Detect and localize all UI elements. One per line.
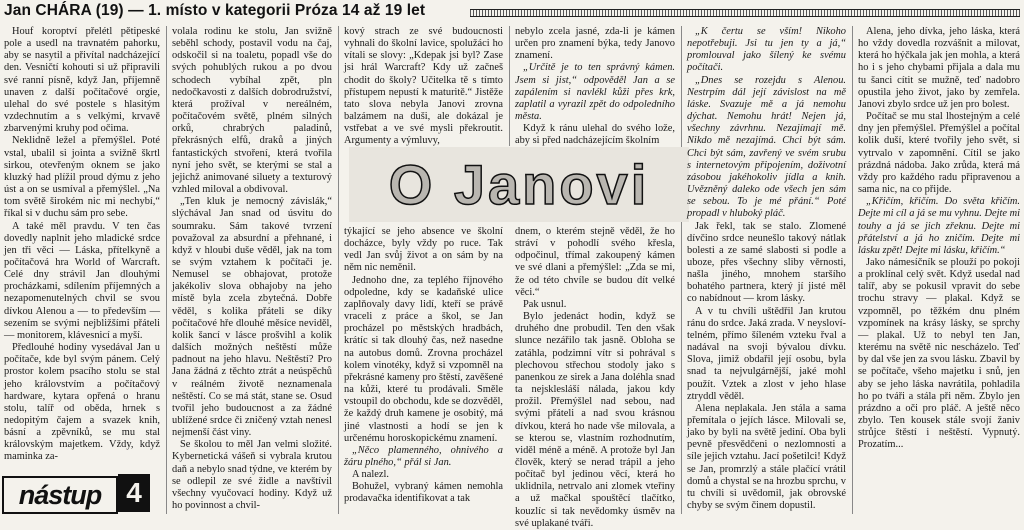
paragraph: „Křičím, křičím. Do světa křičím. Dejte mi cíl a já se mu vyhnu. Dejte mi touhy a já se jich zřeknu. Dejte mi přátelství a já ho zničím. Dejte mi lásku zpět! Dejte mi lásku, křičím.“ — [858, 196, 1020, 256]
paragraph: Když k ránu ulehal do svého lože, aby si před nadcházejícím školním — [515, 123, 675, 147]
text-column-3-top — [344, 26, 503, 146]
article-title: Jan CHÁRA (19) — 1. místo v kategorii Próza 14 až 19 let — [4, 2, 431, 20]
paragraph: Jednoho dne, za teplého říjnového odpoledne, kdy se kadaňské ulice zaplňovaly davy lidí, kteří se právě vraceli z práce a škol, se Jan procházel po městských hradbách, krátíc si tak dlouhý čas, než nasedne na autobus domů. Zrovna procházel kolem vinotéky, když si vzpomněl na překrásné kameny pro štěstí, zavěšené na kůži, které tu prodávali. Směle vstoupil do obchodu, kde se dozvěděl, že každý druh kamene je osobitý, má jiné vlastnosti a hodí se jen k určenému horoskopickému znamení. — [344, 274, 504, 444]
paragraph: Neklidně ležel a přemýšlel. Poté vstal, ubalil si jointa a svižně škrtl sirkou, otevřeným oknem se jako kluzký had plížil proud dýmu z jeho úst a on se usmíval a přemýšlel. „Na tom světě širokém nic mi nechybí,“ říkal si v duchu sám pro sebe. — [4, 135, 160, 220]
nastup-logo — [2, 474, 152, 512]
paragraph: „Něco plamenného, ohnivého a žáru plného,“ přál si Jan. — [344, 444, 503, 468]
paragraph: „Dnes se rozejdu s Alenou. Nestrpím dál její závislost na mě láske. Svazuje mě a já nemohu dýchat. Nemohu hrát! Nejen já, všechny závrhnu. Nezajímají mě. Nikdo mě nezajímá. Chci být sám. Chci být sám, zavřený ve svém srubu s internetovým připojením, doživotní zásobou jakéhokoliv jídla a knih. Uvězněný daleko ode všech jen sám se sebou. To je mé přání.“ Poté propadl v hluboký pláč. — [687, 74, 846, 220]
paragraph: „K čertu se vším! Nikoho nepotřebuji. Jsi tu jen ty a já,“ promlouval jako šílený ke svému počítači. — [687, 26, 846, 74]
paragraph: nebylo zcela jasné, zda-li je kámen určen pro znamení býka, tedy Janovo znamení. — [515, 26, 675, 62]
logo-box — [2, 476, 118, 514]
paragraph: Bohužel, vybraný kámen nemohla prodavačka identifikovat a tak — [344, 481, 503, 505]
section-heading-text: O Janovi — [388, 153, 650, 216]
text-column-1 — [4, 26, 160, 472]
column-divider — [338, 26, 339, 514]
paragraph: Alena, jeho dívka, jeho láska, která ho vždy dovedla rozvášnit a milovat, která ho hýčkala jak jen mohla, a která ho i s jeho chybami přijala a dala mu tu šanci cítit se mužně, teď nadobro opustila jeho život, jako by zemřela. Janovi zbylo srdce už jen pro bolest. — [858, 26, 1020, 110]
text-column-3-bottom — [344, 226, 503, 514]
paragraph: Houf koroptví přelétl pětipeské pole a usedl na travnatém pahorku, aby se nasytil a přivítal nadcházející den. Vesničtí kohouti si už připravili své ranní písně, když Jan, příjemně unaven z další počítačové orgie, ulehal do své postele s hlasitým vzdechnutím a s velkými, krvavě zbarvenými kruhy pod očima. — [4, 26, 160, 135]
header-rule — [470, 9, 1020, 17]
paragraph: A v tu chvíli uštědřil Jan krutou ránu do srdce. Jaká zrada. V neyslovítelném, přímo šíleném vzteku řval a nadával na svoji bývalou dívku. Slova, jimiž obdařil její osobu, byla snad ta nejvulgárnější, jaké mohl použít. Vztek a zlost v jeho hlase ztryddl věděl. — [687, 305, 846, 402]
column-divider — [681, 26, 682, 514]
paragraph: kový strach ze své budoucnosti vyhnali do školní lavice, spolužáci ho vítali se slovy: „Kdepak jsi byl? Zase jsi hrál Warcraft? Kdy už začneš chodit do školy? Učitelka tě s tímto přístupem nepustí k maturitě.“ Jistěže tato slova nebyla Janovi zrovna balzámem na duši, ale dokázal je vstřebat a ve své mysli překroutit. Argumenty a výmluvy, — [344, 26, 503, 147]
logo-number: 4 — [118, 474, 150, 512]
paragraph: Pak usnul. — [523, 298, 567, 310]
paragraph: Se školou to měl Jan velmi složité. Kybernetická vášeň si vybrala krutou daň a nebylo snad týdne, ve kterém by se odlepil ze své židle a navštívil všechny vyučovací hodiny. Když už ho povinnost a chvil- — [172, 439, 332, 512]
paragraph: Předlouhé hodiny vysedával Jan u počítače, kde byl svým pánem. Celý prostor kolem psacího stolu se stal jeho královstvím a počítačový hardware, kytara opřená o hranu stolu, talíř od oběda, hrnek s nedopitým čajem a svazek knih, básní a zpěvníků, se mu stal královským majetkem. Vždy, když maminka za- — [4, 342, 160, 463]
text-column-4-top — [515, 26, 675, 146]
paragraph: Jak řekl, tak se stalo. Zlomené dívčino srdce neunešlo takový nátlak bolesti a ze samé slabosti si podle a uboze, přes všechny sliby věrnosti, našla jiného, mnohem staršího bohatého partnera, který jí jisté měl co nabídnout — krom lásky. — [687, 220, 846, 305]
text-column-4-bottom — [515, 226, 675, 529]
article-header — [0, 0, 1024, 24]
paragraph: A také měl pravdu. V ten čas dovedly naplnit jeho mladické srdce jen tři věci — Láska, přítelkyně a počítačová hra World of Warcraft. Celé dny strávil Jan dlouhými procházkami, sdílením příjemných a nezapomenutelných chvil se svou dívkou Alenou a — to především — sezením se svými nejbližšími přáteli — monitorem, klávesnicí a myší. — [4, 220, 160, 341]
paragraph: Jako námesíčník se plouží po pokoji a proklínal celý svět. Když usedal nad talíř, aby se pokusil vpravit do sebe trochu stravy — plakal. Když se vzpomněl, po těžkém dnu plném vzpomínek na krásy lásky, se sprchy — plakal. Už to nebyl ten Jan, kterému na světě nic nescházelo. Teď by dal vše jen za svou lásku. Zbavil by se počítače, všeho majetku i snů, jen aby se jeho láska navrátila, pohladila ho po tváři a stála při něm. Zbylo jen prázdno a oči pro pláč. A ještě něco zbylo. Ten kousek stále svojí žaniv strůjce štěstí i neštěstí. Vypnutý. Prozatím... — [858, 256, 1020, 451]
paragraph: volala rodinu ke stolu, Jan svižně seběhl schody, postavil vodu na čaj, odskočil si na toaletu, popadl vše do svých pohublých rukou a po dvou schodech vybíhal zpět, pln nedočkavosti z dalších dobrodružství, která prožíval v nereálném, počítačovém světě, plném silných orků, chrabrých paladinů, překrásných elfů, draků a jiných fantastických stvoření, která tvořila nyní jeho svět, se kterými se stal a jejichž animované siluety a texturový vzhled miloval a obdivoval. — [172, 26, 332, 196]
paragraph: dnem, o kterém stejně věděl, že ho stráví v pohodlí svého křesla, odpočinul, třímal zakoupený kámen ve své dlani a přemýšlel: „Zda se mi, že od této chvíle se budou dít velké věci.“ — [515, 226, 675, 298]
paragraph: týkající se jeho absence ve školní docházce, byly vždy po ruce. Tak vedl Jan svůj život a on sám by na něm nic neměnil. — [344, 226, 503, 274]
paragraph: Počítač se mu stal lhostejným a celé dny jen přemýšlel. Přemýšlel a počítal kolik duší, které tvořily jeho svět, si vytrvalo v zapomnění. Cítil se jako prázdná nádoba. Jako zrůda, která má vždy pro každého radu připravenou a sama nic, na co přijde. — [858, 111, 1020, 196]
section-heading — [349, 147, 689, 222]
paragraph: „Určitě je to ten správný kámen. Jsem si jist,“ odpověděl Jan a se zapálením si navlékl kůži přes krk, zaplatil a vyrazil zpět do odpoledního města. — [515, 62, 675, 123]
column-divider — [509, 26, 510, 146]
text-column-5 — [687, 26, 846, 514]
logo-word: nástup — [18, 479, 102, 510]
paragraph: A nalezl. — [352, 469, 389, 481]
paragraph: Alena neplakala. Jen stála a sama přemítala o jejích lásce. Milovali se, jako by byli na světě jediní. Oba byli pevně přesvědčeni o nezlomnosti a síle jejich vztahu. Jací pošetilci! Když se Jan, promrzlý a stále plačící vrátil domů a chystal se na hrozbu sprchu, v tu chvíli si uvědomil, jak obrovské chyby se svým činem dopustil. — [687, 402, 846, 512]
paragraph: „Ten kluk je nemocný závislák,“ slýchával Jan snad od úsvitu do soumraku. Sám takové tvrzení považoval za absurdní a přehnané, i když v hloubi duše věděl, jak na tom se svým vztahem k počítači je. Nemusel se obhajovat, protože jakékoliv slova obhajoby na jeho místě byla zcela zbytečná. Dobře věděl, s kolika přáteli se díky počítačové hře dlouhé měsíce neviděl, kolik šancí v lásce prošvihl a kolik dalších možných neštěstí může padnout na jeho hlavu. Neštěstí? Pro Jana žádná z těchto ztrát a neúspěchů v reálném životě neznamenala neštěstí. Co se má stát, stane se. Osud tvořil jeho budoucnost a za žádné ublížené srdce či zničený vztah nenesl nejmenší část viny. — [172, 196, 332, 439]
text-column-6 — [858, 26, 1020, 514]
paragraph: Bylo jedenáct hodin, když se druhého dne probudil. Ten den však slunce nezářilo tak jasně. Obloha se zatáhla, podzimní vítr si pohrával s plechovou střechou stodoly jako s panenkou ze sirek a Jana doléhla snad ta nejsklesláší nálada, jakou kdy prožil. Přemýšlel nad sebou, nad svými přáteli a nad svou krásnou dívkou, která ho nade vše milovala, a se kterou se, vlastním rozhodnutím, viděl méně a méně. A protože byl Jan člověk, který se nerad trápil a jeho počítač byl jedinou věcí, která ho uklidnila, netrvalo ani zlomek vteřiny a už mačkal spouštěcí tlačítko, kouzlíc si tak nevědomky úsměv na své uplakané tváři. — [515, 311, 675, 529]
text-column-2 — [172, 26, 332, 514]
column-divider — [852, 26, 853, 514]
column-divider — [166, 26, 167, 514]
